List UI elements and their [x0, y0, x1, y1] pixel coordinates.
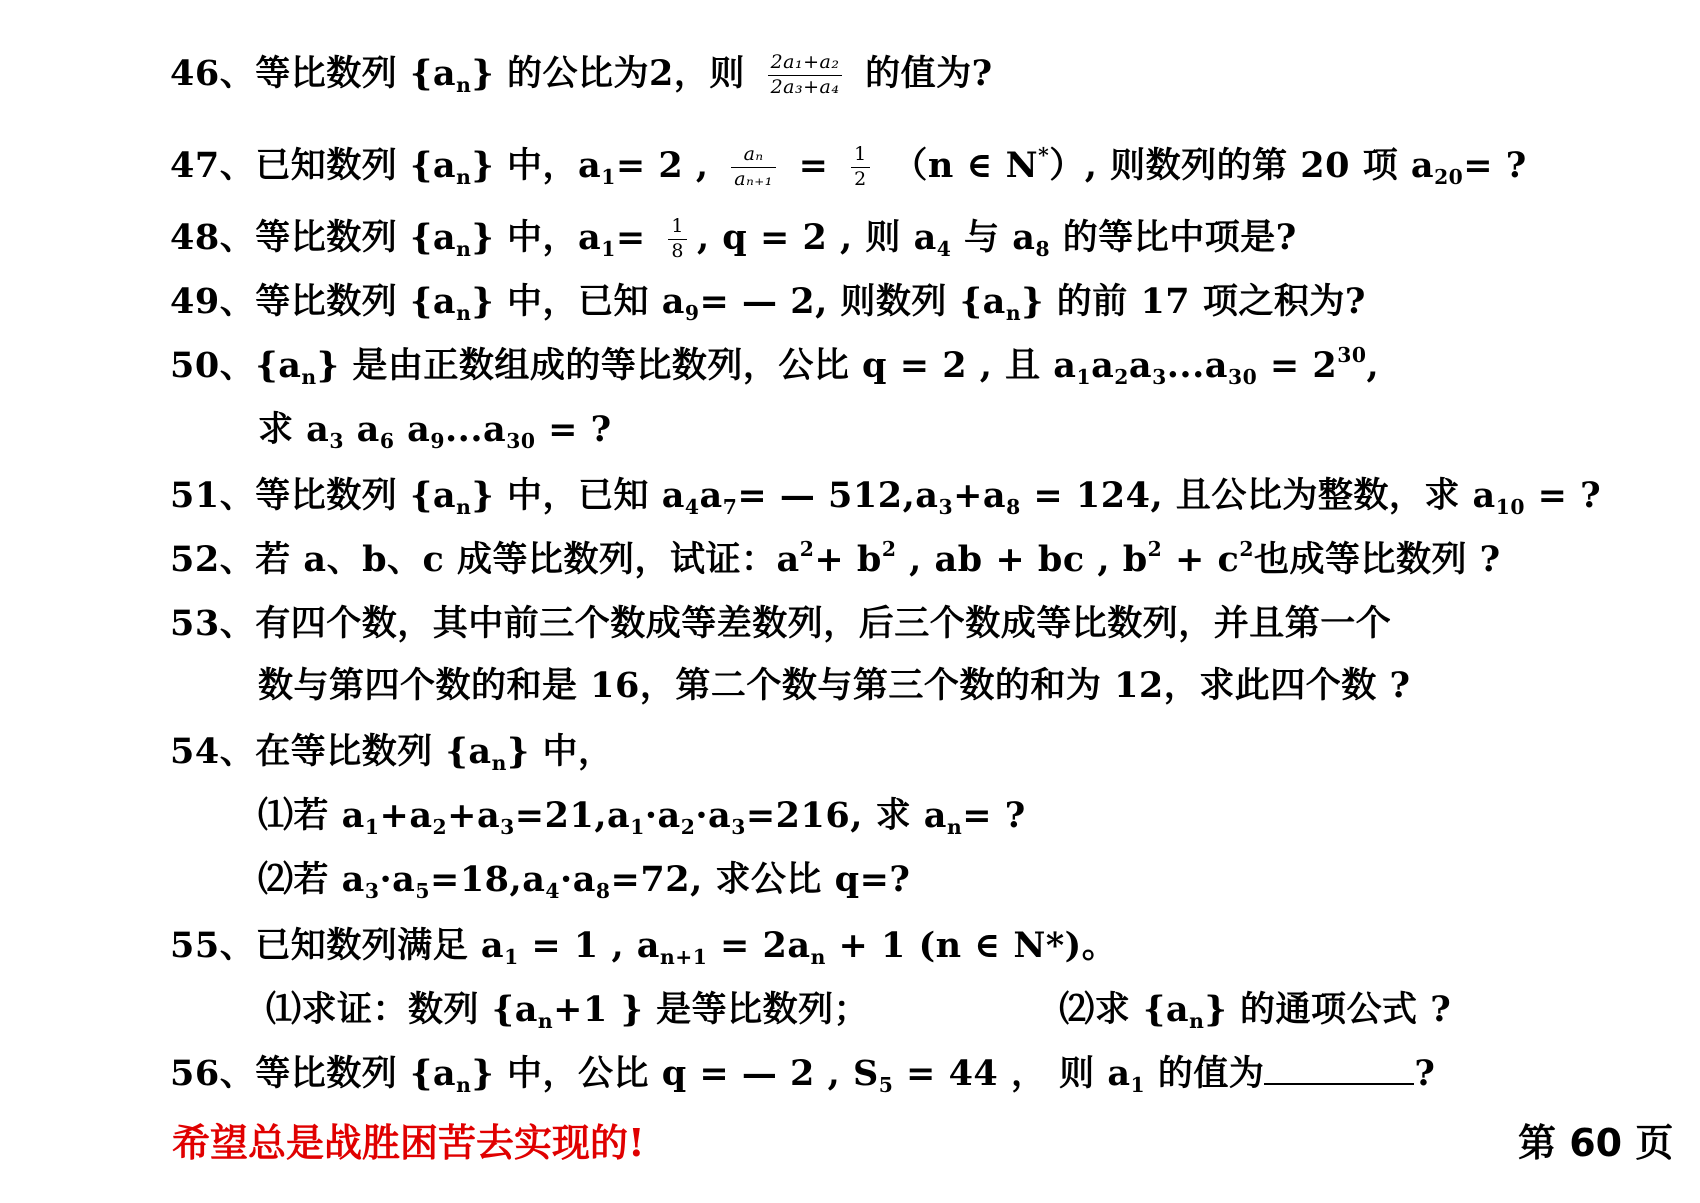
subscript: 6	[379, 429, 395, 454]
problem-51-text: = ?	[1524, 475, 1602, 516]
problem-55-text: ⑴求证：数列 {a	[266, 989, 538, 1030]
subscript: 2	[1114, 365, 1129, 390]
subscript: n	[456, 165, 472, 190]
problem-55-text: + 1 (n ∈ N*)。	[825, 925, 1118, 966]
problem-55-text: = 2a	[707, 925, 811, 966]
problem-46-text: 的值为?	[865, 53, 993, 94]
problem-54-text: ⑵若 a	[258, 859, 365, 900]
problem-50-text: } 是由正数组成的等比数列，公比 q = 2 , 且 a	[316, 345, 1077, 386]
problem-56-text: 的值为	[1145, 1053, 1265, 1094]
problem-46-text: } 的公比为2，则	[471, 53, 745, 94]
subscript: 1	[504, 945, 519, 970]
subscript: 8	[1035, 237, 1051, 262]
problem-46-text: 46、等比数列 {a	[170, 53, 457, 94]
problem-50-text: a	[394, 409, 431, 450]
subscript: 1	[630, 815, 645, 840]
superscript: 2	[1239, 536, 1254, 561]
problem-50-text: ...a	[445, 409, 507, 450]
subscript: 1	[1076, 365, 1092, 390]
problem-49-text: } 中，已知 a	[471, 281, 685, 322]
subscript: n	[1005, 301, 1022, 326]
problem-50-text: a	[1128, 345, 1153, 386]
problem-54	[170, 728, 614, 776]
problem-55	[170, 922, 1117, 970]
problem-51	[170, 472, 1601, 520]
subscript: 30	[1227, 365, 1258, 390]
problem-50	[170, 342, 1379, 390]
subscript: 1	[601, 237, 616, 262]
superscript: 2	[1147, 536, 1163, 561]
problem-47-text: （n ∈ N	[892, 145, 1039, 186]
problem-49-text: } 的前 17 项之积为?	[1021, 281, 1366, 322]
subscript: 9	[684, 301, 700, 326]
problem-54-text: ·a	[560, 859, 596, 900]
subscript: 3	[500, 815, 515, 840]
problem-56-text: = 44 ， 则 a	[893, 1053, 1131, 1094]
subscript: n	[491, 751, 507, 776]
problem-55-parts	[266, 986, 1451, 1034]
problem-54-text: +a	[379, 795, 433, 836]
problem-54-part-2	[258, 856, 910, 904]
problem-50-text: ,	[1366, 345, 1380, 386]
subscript: n	[456, 495, 472, 520]
fraction-numerator: 1	[671, 215, 684, 238]
problem-48-text: , q = 2 , 则 a	[696, 217, 937, 258]
problem-51-text: } 中，已知 a	[471, 475, 685, 516]
fraction	[731, 143, 776, 192]
subscript: 4	[545, 879, 561, 904]
fraction-denominator: 2	[851, 167, 870, 192]
subscript: 2	[680, 815, 696, 840]
problem-52-text: , ab + bc , b	[896, 539, 1148, 580]
problem-55-text: 55、已知数列满足 a	[170, 925, 505, 966]
subscript: 1	[364, 815, 380, 840]
problem-47-text: ）, 则数列的第 20 项 a	[1049, 145, 1435, 186]
subscript: 9	[430, 429, 445, 454]
problem-48-text: =	[615, 217, 646, 258]
superscript: 2	[799, 536, 815, 561]
subscript: 30	[506, 429, 536, 454]
problem-47-text: =	[798, 145, 829, 186]
fraction-denominator: 2a₃+a₄	[768, 75, 843, 100]
problem-56-text: 56、等比数列 {a	[170, 1053, 457, 1094]
problem-47-text: = ?	[1463, 145, 1527, 186]
superscript: 30	[1337, 342, 1367, 367]
problem-49-text: = — 2, 则数列 {a	[699, 281, 1006, 322]
problem-54-text: ·a	[695, 795, 732, 836]
problem-53-text: 数与第四个数的和是 16，第二个数与第三个数的和为 12，求此四个数 ?	[258, 665, 1411, 706]
superscript: 2	[881, 536, 897, 561]
fraction	[851, 143, 870, 192]
answer-blank	[1264, 1053, 1414, 1085]
subscript: 7	[722, 495, 738, 520]
problem-50-text: 求 a	[258, 409, 330, 450]
subscript: 3	[329, 429, 344, 454]
problem-54-text: =21,a	[514, 795, 631, 836]
problem-48-text: 与 a	[951, 217, 1036, 258]
problem-49	[170, 278, 1366, 326]
subscript: 3	[938, 495, 954, 520]
problem-54-text: } 中，	[506, 731, 614, 772]
problem-55-text: ⑵求 {a	[1059, 989, 1190, 1030]
problem-56	[170, 1050, 1435, 1098]
problem-56-text: ?	[1414, 1053, 1436, 1094]
fraction	[668, 215, 687, 264]
subscript: 8	[1006, 495, 1021, 520]
fraction-denominator: aₙ₊₁	[731, 167, 776, 192]
problem-49-text: 49、等比数列 {a	[170, 281, 457, 322]
subscript: n	[537, 1009, 554, 1034]
problem-51-text: = 124, 且公比为整数，求 a	[1020, 475, 1496, 516]
subscript: 2	[432, 815, 448, 840]
subscript: 10	[1495, 495, 1525, 520]
subscript: 8	[595, 879, 611, 904]
problem-54-text: =18,a	[430, 859, 546, 900]
problem-48-text: } 中，a	[471, 217, 602, 258]
fraction-numerator: 1	[854, 143, 867, 166]
problem-50-text: ...a	[1166, 345, 1228, 386]
problem-54-text: ⑴若 a	[258, 795, 365, 836]
problem-47-text: } 中，a	[471, 145, 602, 186]
problem-55-text: } 的通项公式 ?	[1204, 989, 1452, 1030]
subscript: n	[456, 73, 472, 98]
problem-52-text: 也成等比数列 ?	[1253, 539, 1501, 580]
problem-54-text: ·a	[379, 859, 416, 900]
subscript: 4	[684, 495, 700, 520]
problem-54-text: ·a	[644, 795, 681, 836]
problem-52	[170, 536, 1501, 584]
problem-54-part-1	[258, 792, 1026, 840]
problem-53-text: 53、有四个数，其中前三个数成等差数列，后三个数成等比数列，并且第一个	[170, 603, 1392, 644]
motto-text: 希望总是战胜困苦去实现的!	[172, 1120, 645, 1165]
subscript: 3	[1152, 365, 1167, 390]
subscript: 20	[1434, 165, 1464, 190]
problem-47	[170, 142, 1527, 190]
problem-56-text: } 中，公比 q = — 2 , S	[471, 1053, 879, 1094]
subscript: n	[456, 301, 472, 326]
problem-50-line-2	[258, 406, 612, 454]
problem-51-text: 51、等比数列 {a	[170, 475, 457, 516]
subscript: n+1	[660, 945, 708, 970]
problem-55-text: = 1 , a	[518, 925, 660, 966]
problem-52-text: 52、若 a、b、c 成等比数列，试证：a	[170, 539, 800, 580]
problem-46	[170, 50, 993, 98]
fraction-numerator: aₙ	[743, 143, 764, 166]
subscript: 3	[731, 815, 746, 840]
problem-50-text: = 2	[1257, 345, 1338, 386]
subscript: n	[810, 945, 826, 970]
problem-48-text: 的等比中项是?	[1050, 217, 1297, 258]
fraction	[768, 51, 843, 100]
problem-48	[170, 214, 1297, 262]
subscript: 1	[601, 165, 616, 190]
problem-51-text: = — 512,a	[737, 475, 939, 516]
fraction-denominator: 8	[668, 239, 687, 264]
subscript: 5	[415, 879, 430, 904]
subscript: n	[301, 365, 317, 390]
problem-52-text: + c	[1162, 539, 1240, 580]
problem-52-text: + b	[814, 539, 882, 580]
problem-47-text: = 2 ,	[615, 145, 709, 186]
problem-50-text: = ?	[535, 409, 612, 450]
problem-48-text: 48、等比数列 {a	[170, 217, 457, 258]
subscript: 5	[878, 1073, 894, 1098]
subscript: n	[456, 1073, 472, 1098]
subscript: 1	[1130, 1073, 1146, 1098]
problem-47-text: 47、已知数列 {a	[170, 145, 457, 186]
subscript: 3	[364, 879, 380, 904]
subscript: n	[456, 237, 472, 262]
problem-50-text: 50、{a	[170, 345, 302, 386]
fraction-numerator: 2a₁+a₂	[770, 51, 840, 74]
page-number: 第 60 页	[1518, 1121, 1674, 1165]
problem-54-text: =216, 求 a	[745, 795, 947, 836]
problem-51-text: a	[699, 475, 723, 516]
subscript: n	[946, 815, 963, 840]
subscript: 4	[936, 237, 952, 262]
problem-54-text: =72, 求公比 q=?	[610, 859, 911, 900]
problem-53-line-2	[258, 662, 1410, 710]
problem-54-text: 54、在等比数列 {a	[170, 731, 492, 772]
problem-53	[170, 600, 1391, 648]
subscript: n	[1189, 1009, 1205, 1034]
problem-50-text: a	[344, 409, 380, 450]
problem-54-text: = ?	[962, 795, 1026, 836]
problem-55-text: +1 } 是等比数列；	[553, 989, 870, 1030]
superscript: *	[1038, 142, 1050, 167]
problem-54-text: +a	[447, 795, 501, 836]
problem-51-text: +a	[953, 475, 1007, 516]
problem-50-text: a	[1091, 345, 1115, 386]
